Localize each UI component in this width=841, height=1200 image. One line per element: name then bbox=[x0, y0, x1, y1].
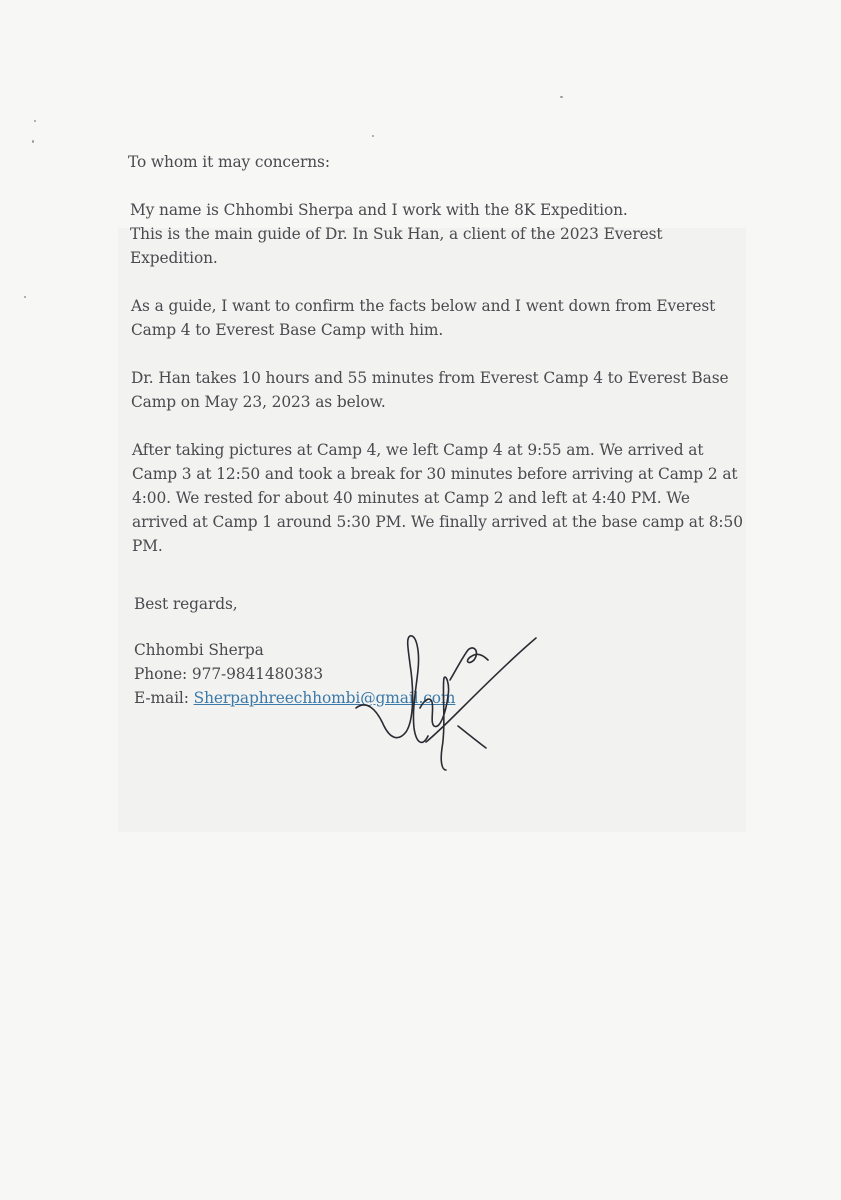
paragraph-line: 4:00. We rested for about 40 minutes at Camp 2 and left at 4:40 PM. We bbox=[132, 489, 690, 507]
scan-speck bbox=[32, 140, 34, 143]
paragraph-line: Expedition. bbox=[130, 249, 218, 267]
paragraph-duration bbox=[131, 366, 748, 414]
paragraph-line: After taking pictures at Camp 4, we left Camp 4 at 9:55 am. We arrived at bbox=[132, 441, 704, 459]
sender-name: Chhombi Sherpa bbox=[134, 641, 264, 659]
letter-body bbox=[128, 150, 748, 710]
closing bbox=[134, 592, 748, 616]
email-label: E-mail: bbox=[134, 689, 194, 707]
scan-speck bbox=[24, 296, 26, 298]
paragraph-line: Dr. Han takes 10 hours and 55 minutes from Everest Camp 4 to Everest Base bbox=[131, 369, 729, 387]
sender-phone: Phone: 977-9841480383 bbox=[134, 665, 324, 683]
paragraph-line: My name is Chhombi Sherpa and I work with the 8K Expedition. bbox=[130, 201, 628, 219]
salutation-text: To whom it may concerns: bbox=[128, 153, 330, 171]
handwritten-signature bbox=[350, 630, 540, 775]
scan-speck bbox=[560, 96, 563, 98]
scan-speck bbox=[372, 135, 374, 137]
email-link[interactable]: Sherpaphreechhombi@gmail.com bbox=[193, 689, 456, 707]
paragraph-line: PM. bbox=[132, 537, 163, 555]
scan-speck bbox=[34, 120, 36, 122]
paragraph-confirmation bbox=[131, 294, 748, 342]
salutation bbox=[128, 150, 748, 174]
paragraph-line: arrived at Camp 1 around 5:30 PM. We finally arrived at the base camp at 8:50 bbox=[132, 513, 743, 531]
paragraph-line: Camp on May 23, 2023 as below. bbox=[131, 393, 386, 411]
paragraph-timeline bbox=[132, 438, 748, 558]
paragraph-line: As a guide, I want to confirm the facts below and I went down from Everest bbox=[131, 297, 716, 315]
closing-text: Best regards, bbox=[134, 595, 238, 613]
paragraph-line: Camp 3 at 12:50 and took a break for 30 minutes before arriving at Camp 2 at bbox=[132, 465, 738, 483]
paragraph-line: Camp 4 to Everest Base Camp with him. bbox=[131, 321, 444, 339]
paragraph-introduction bbox=[130, 198, 748, 270]
paragraph-line: This is the main guide of Dr. In Suk Han, a client of the 2023 Everest bbox=[130, 225, 663, 243]
